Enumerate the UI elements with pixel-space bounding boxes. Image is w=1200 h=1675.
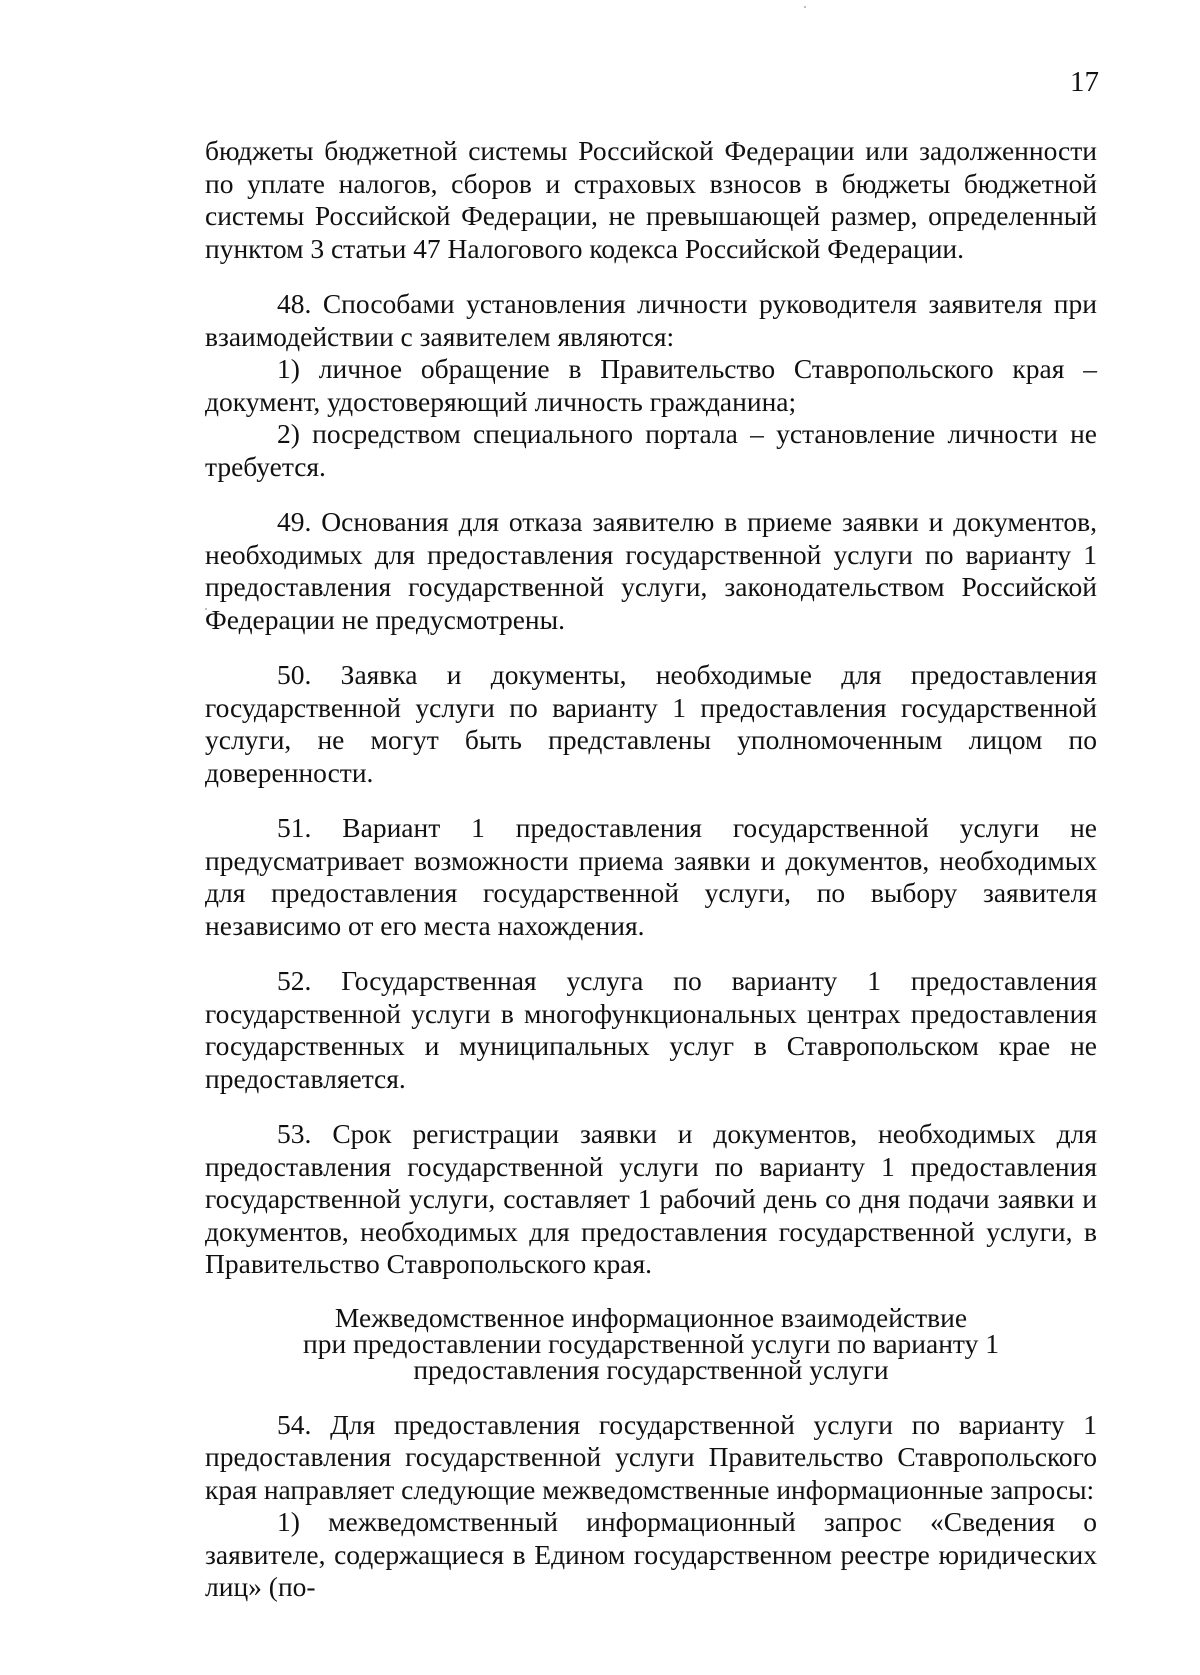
document-body — [205, 135, 1097, 1604]
paragraph-51: 51. Вариант 1 предоставления государственной услуги не предусматривает возможности приема заявки и документов, необходимых для предоставления государственной услуги, по выбору заявителя независимо от его места нахождения. — [205, 812, 1097, 941]
heading-line: предоставления государственной услуги — [413, 1353, 889, 1385]
scan-speck — [804, 6, 806, 8]
paragraph-48-item-2: 2) посредством специального портала – установление личности не требуется. — [205, 418, 1097, 482]
paragraph-52: 52. Государственная услуга по варианту 1 предоставления государственной услуги в многофункциональных центрах предоставления государственных и муниципальных услуг в Ставропольском крае не предоставляется. — [205, 965, 1097, 1094]
heading-line: при предоставлении государственной услуги по варианту 1 — [303, 1327, 999, 1359]
section-heading — [205, 1301, 1097, 1385]
paragraph-54-item-1: 1) межведомственный информационный запрос «Сведения о заявителе, содержащиеся в Едином государственном реестре юридических лиц» (по- — [205, 1506, 1097, 1602]
paragraph-53: 53. Срок регистрации заявки и документов, необходимых для предоставления государственной услуги по варианту 1 предоставления государственной услуги, составляет 1 рабочий день со дня подачи заявки и документов, необходимых для предоставления государственной услуги, в Правительство Ставропольского края. — [205, 1118, 1097, 1279]
paragraph-50: 50. Заявка и документы, необходимые для предоставления государственной услуги по варианту 1 предоставления государственной услуги, не могут быть представлены уполномоченным лицом по доверенности. — [205, 659, 1097, 788]
heading-line: Межведомственное информационное взаимодействие — [334, 1301, 968, 1333]
paragraph-49: 49. Основания для отказа заявителю в приеме заявки и документов, необходимых для предоставления государственной услуги по варианту 1 предоставления государственной услуги, законодательством Российской Федерации не предусмотрены. — [205, 506, 1097, 635]
paragraph-continuation: бюджеты бюджетной системы Российской Федерации или задолженности по уплате налогов, сборов и страховых взносов в бюджеты бюджетной системы Российской Федерации, не превышающей размер, определенный пунктом 3 статьи 47 Налогового кодекса Российской Федерации. — [205, 135, 1097, 264]
paragraph-48-item-1: 1) личное обращение в Правительство Ставропольского края – документ, удостоверяющий личность гражданина; — [205, 353, 1097, 417]
paragraph-48: 48. Способами установления личности руководителя заявителя при взаимодействии с заявителем являются: — [205, 288, 1097, 352]
paragraph-54: 54. Для предоставления государственной услуги по варианту 1 предоставления государственной услуги Правительство Ставропольского края направляет следующие межведомственные информационные запросы: — [205, 1408, 1097, 1505]
page-number: 17 — [1070, 66, 1099, 98]
